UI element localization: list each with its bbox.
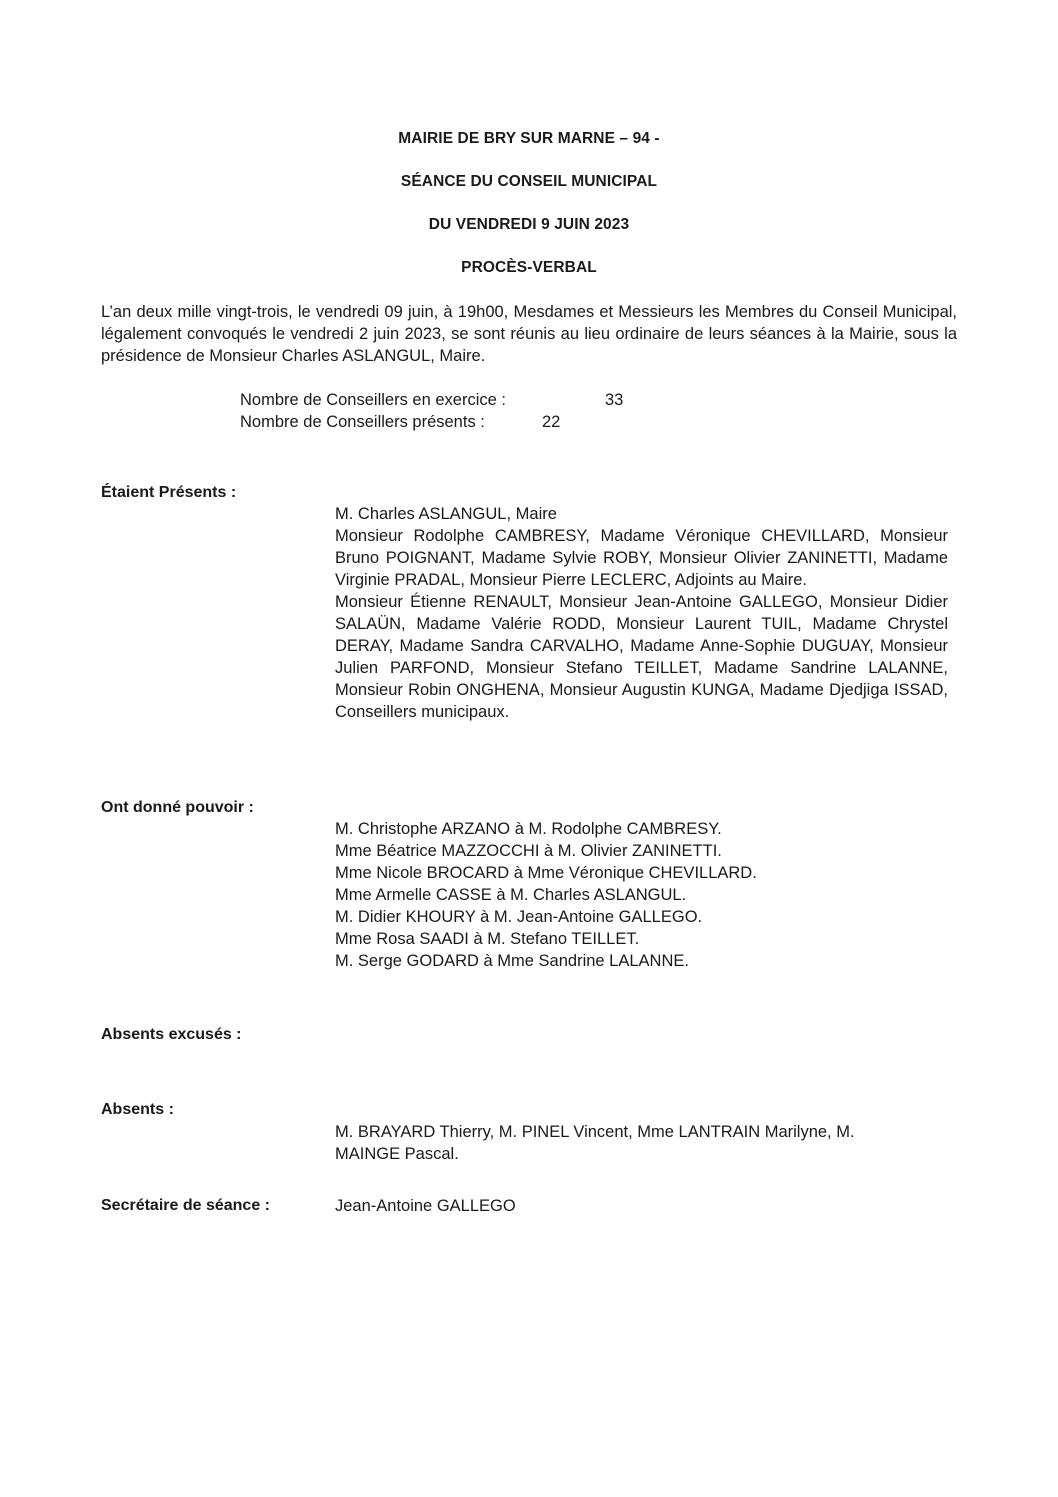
count-presents-value: 22 — [542, 413, 561, 431]
header-mairie: MAIRIE DE BRY SUR MARNE – 94 - — [398, 130, 660, 147]
absents-line-2: MAINGE Pascal. — [335, 1145, 459, 1163]
header-proces-verbal: PROCÈS-VERBAL — [461, 259, 597, 276]
pouvoir-item: Mme Armelle CASSE à M. Charles ASLANGUL. — [335, 886, 687, 904]
absents-list — [335, 1121, 948, 1165]
count-en-exercice — [240, 389, 624, 411]
presents-adjoints: Monsieur Rodolphe CAMBRESY, Madame Véronique CHEVILLARD, Monsieur Bruno POIGNANT, Madame Sylvie ROBY, Monsieur Olivier ZANINETTI, Madame Virginie PRADAL, Monsieur Pierre LECLERC, Adjoints au Maire. — [335, 527, 948, 589]
absents-excuses-label: Absents excusés : — [101, 1026, 242, 1043]
count-en-exercice-label: Nombre de Conseillers en exercice : — [240, 391, 506, 409]
header-date: DU VENDREDI 9 JUIN 2023 — [428, 216, 630, 233]
pouvoir-item: M. Didier KHOURY à M. Jean-Antoine GALLEGO. — [335, 908, 703, 926]
count-presents-label: Nombre de Conseillers présents : — [240, 413, 485, 431]
pouvoirs-label: Ont donné pouvoir : — [101, 799, 254, 816]
pouvoir-item: M. Christophe ARZANO à M. Rodolphe CAMBRESY. — [335, 820, 722, 838]
count-presents — [240, 411, 561, 433]
pouvoir-item: Mme Béatrice MAZZOCCHI à M. Olivier ZANINETTI. — [335, 842, 722, 860]
secretaire-value: Jean-Antoine GALLEGO — [335, 1197, 516, 1215]
presents-list — [335, 503, 948, 723]
pouvoir-item: M. Serge GODARD à Mme Sandrine LALANNE. — [335, 952, 689, 970]
secretaire-label: Secrétaire de séance : — [101, 1197, 270, 1214]
header-seance: SÉANCE DU CONSEIL MUNICIPAL — [400, 173, 658, 190]
presents-label: Étaient Présents : — [101, 484, 237, 501]
absents-line-1: M. BRAYARD Thierry, M. PINEL Vincent, Mme LANTRAIN Marilyne, M. — [335, 1123, 855, 1141]
intro-paragraph: L’an deux mille vingt-trois, le vendredi 09 juin, à 19h00, Mesdames et Messieurs les Membres du Conseil Municipal, légalement convoqués le vendredi 2 juin 2023, se sont réunis au lieu ordinaire de leurs séances à la Mairie, sous la présidence de Monsieur Charles ASLANGUL, Maire. — [101, 303, 957, 365]
pouvoir-item: Mme Rosa SAADI à M. Stefano TEILLET. — [335, 930, 640, 948]
count-en-exercice-value: 33 — [605, 391, 624, 409]
presents-conseillers: Monsieur Étienne RENAULT, Monsieur Jean-Antoine GALLEGO, Monsieur Didier SALAÜN, Madame Valérie RODD, Monsieur Laurent TUIL, Madame Chrystel DERAY, Madame Sandra CARVALHO, Madame Anne-Sophie DUGUAY, Monsieur Julien PARFOND, Monsieur Stefano TEILLET, Madame Sandrine LALANNE, Monsieur Robin ONGHENA, Monsieur Augustin KUNGA, Madame Djedjiga ISSAD, Conseillers municipaux. — [335, 593, 948, 721]
presents-maire: M. Charles ASLANGUL, Maire — [335, 505, 557, 523]
pouvoir-item: Mme Nicole BROCARD à Mme Véronique CHEVILLARD. — [335, 864, 757, 882]
pouvoirs-list — [335, 818, 948, 972]
absents-label: Absents : — [101, 1101, 174, 1118]
